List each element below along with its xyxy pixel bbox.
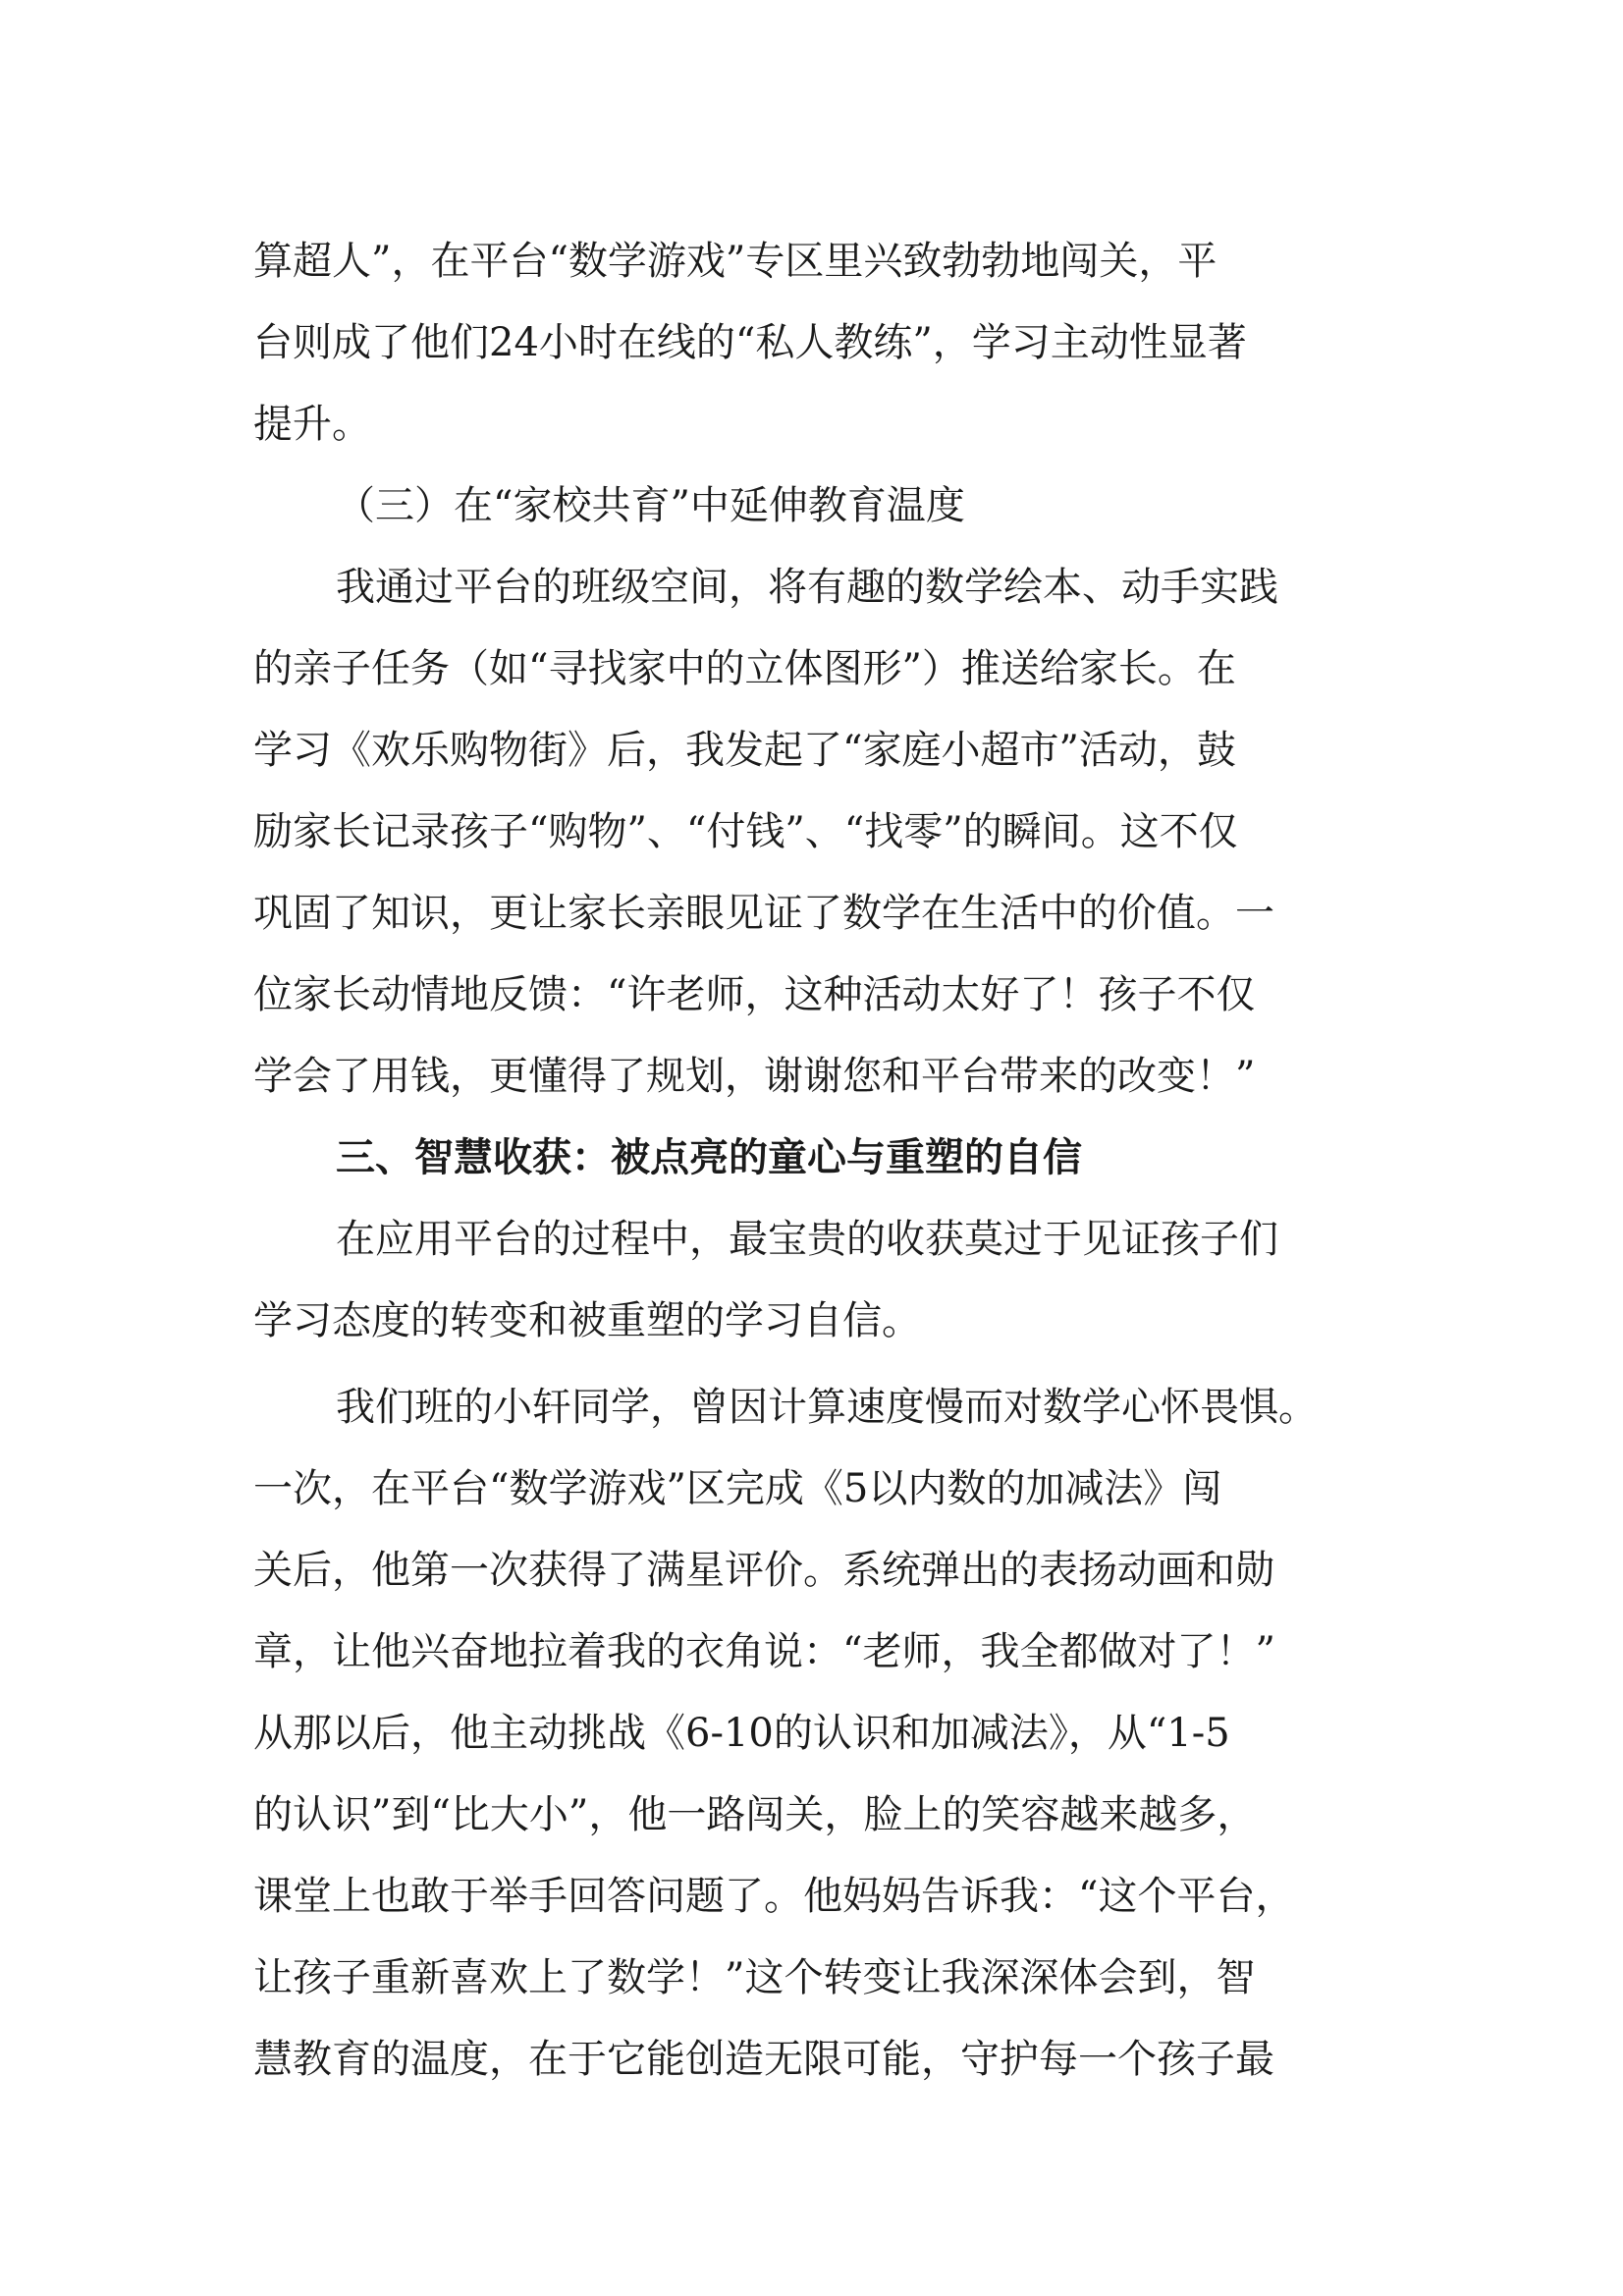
paragraph-4-line-6: 的认识”到“比大小”，他一路闯关，脸上的笑容越来越多， — [253, 1792, 1257, 1837]
paragraph-2-line-3: 学习《欢乐购物街》后，我发起了“家庭小超市”活动，鼓 — [253, 728, 1236, 773]
paragraph-1-line-3: 提升。 — [253, 402, 371, 447]
subheading-3: （三）在“家校共育”中延伸教育温度 — [336, 483, 965, 528]
paragraph-3-line-2: 学习态度的转变和被重塑的学习自信。 — [253, 1298, 921, 1343]
paragraph-4-line-1: 我们班的小轩同学，曾因计算速度慢而对数学心怀畏惧。 — [336, 1385, 1318, 1430]
paragraph-4-line-5: 从那以后，他主动挑战《6-10的认识和加减法》，从“1-5 — [253, 1711, 1230, 1756]
paragraph-1-line-2: 台则成了他们24小时在线的“私人教练”，学习主动性显著 — [253, 320, 1247, 365]
paragraph-4-line-8: 让孩子重新喜欢上了数学！”这个转变让我深深体会到，智 — [253, 1955, 1256, 2000]
paragraph-2-line-7: 学会了用钱，更懂得了规划，谢谢您和平台带来的改变！” — [253, 1054, 1256, 1099]
paragraph-4-line-3: 关后，他第一次获得了满星评价。系统弹出的表扬动画和勋 — [253, 1548, 1274, 1593]
paragraph-4-line-9: 慧教育的温度，在于它能创造无限可能，守护每一个孩子最 — [253, 2037, 1274, 2082]
paragraph-2-line-1: 我通过平台的班级空间，将有趣的数学绘本、动手实践 — [336, 565, 1278, 610]
paragraph-4-line-7: 课堂上也敢于举手回答问题了。他妈妈告诉我：“这个平台， — [253, 1874, 1295, 1919]
paragraph-2-line-6: 位家长动情地反馈：“许老师，这种活动太好了！孩子不仅 — [253, 972, 1256, 1017]
paragraph-1-line-1: 算超人”，在平台“数学游戏”专区里兴致勃勃地闯关，平 — [253, 239, 1217, 284]
paragraph-3-line-1: 在应用平台的过程中，最宝贵的收获莫过于见证孩子们 — [336, 1217, 1278, 1262]
section-heading-3: 三、智慧收获：被点亮的童心与重塑的自信 — [336, 1135, 1082, 1180]
paragraph-2-line-4: 励家长记录孩子“购物”、“付钱”、“找零”的瞬间。这不仅 — [253, 809, 1238, 854]
paragraph-2-line-2: 的亲子任务（如“寻找家中的立体图形”）推送给家长。在 — [253, 646, 1236, 691]
paragraph-4-line-4: 章，让他兴奋地拉着我的衣角说：“老师，我全都做对了！” — [253, 1629, 1275, 1674]
paragraph-2-line-5: 巩固了知识，更让家长亲眼见证了数学在生活中的价值。一 — [253, 891, 1274, 936]
paragraph-4-line-2: 一次，在平台“数学游戏”区完成《5以内数的加减法》闯 — [253, 1466, 1222, 1511]
